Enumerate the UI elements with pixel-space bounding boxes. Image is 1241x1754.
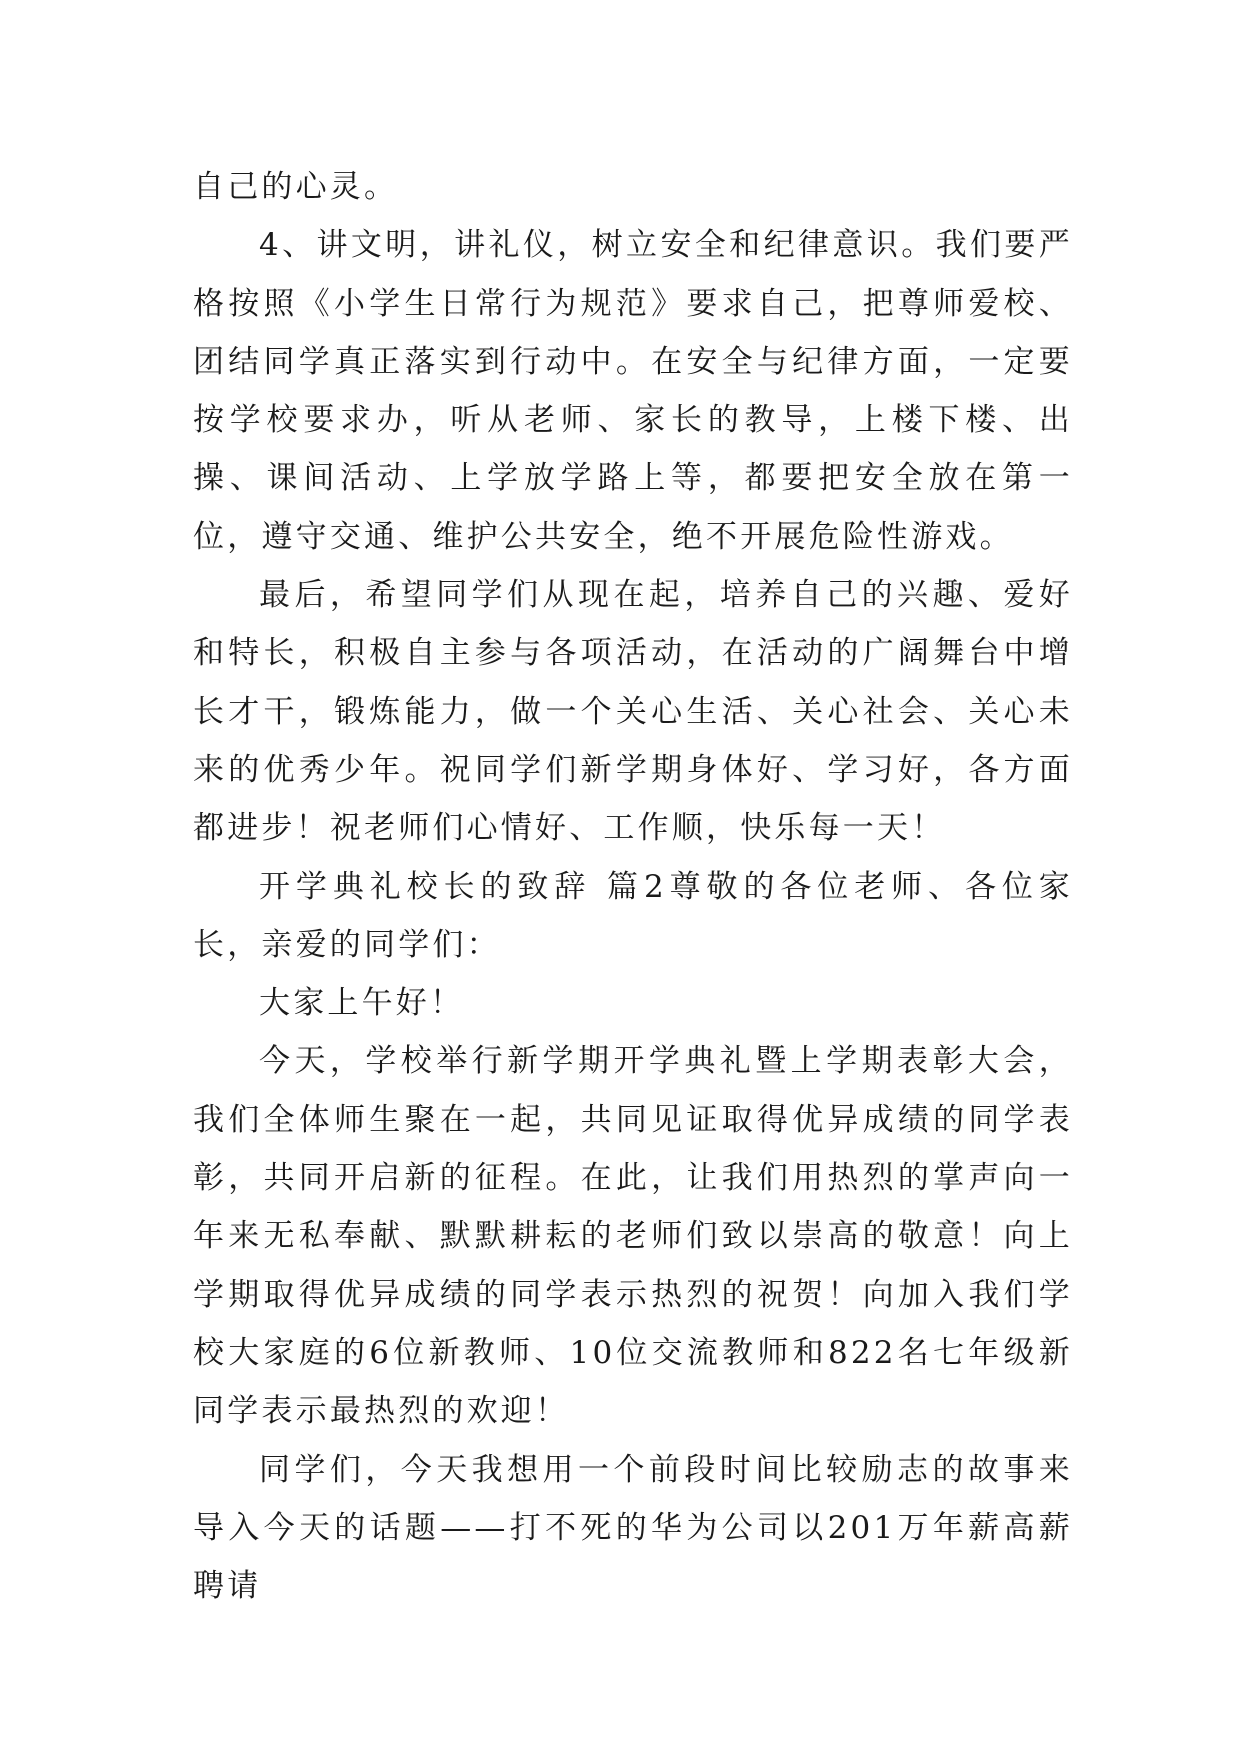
paragraph-speech-2-heading: 开学典礼校长的致辞 篇2尊敬的各位老师、各位家长，亲爱的同学们： bbox=[193, 868, 1073, 963]
paragraph-greeting: 大家上午好！ bbox=[259, 985, 465, 1022]
document-body bbox=[193, 158, 1073, 1615]
paragraph-closing: 最后，希望同学们从现在起，培养自己的兴趣、爱好和特长，积极自主参与各项活动，在活动的广阔舞台中增长才干，锻炼能力，做一个关心生活、关心社会、关心未来的优秀少年。祝同学们新学期身体好、学习好，各方面都进步！祝老师们心情好、工作顺，快乐每一天！ bbox=[193, 577, 1073, 847]
paragraph-continuation: 自己的心灵。 bbox=[193, 169, 399, 205]
paragraph-point-4: 4、讲文明，讲礼仪，树立安全和纪律意识。我们要严格按照《小学生日常行为规范》要求自己，把尊师爱校、团结同学真正落实到行动中。在安全与纪律方面，一定要按学校要求办，听从老师、家长的教导，上楼下楼、出操、课间活动、上学放学路上等，都要把安全放在第一位，遵守交通、维护公共安全，绝不开展危险性游戏。 bbox=[193, 227, 1073, 555]
paragraph-ceremony: 今天，学校举行新学期开学典礼暨上学期表彰大会，我们全体师生聚在一起，共同见证取得优异成绩的同学表彰，共同开启新的征程。在此，让我们用热烈的掌声向一年来无私奉献、默默耕耘的老师们致以崇高的敬意！向上学期取得优异成绩的同学表示热烈的祝贺！向加入我们学校大家庭的6位新教师、10位交流教师和822名七年级新同学表示最热烈的欢迎！ bbox=[193, 1043, 1073, 1430]
paragraph-story-intro: 同学们，今天我想用一个前段时间比较励志的故事来导入今天的话题——打不死的华为公司以201万年薪高薪聘请 bbox=[193, 1451, 1073, 1605]
